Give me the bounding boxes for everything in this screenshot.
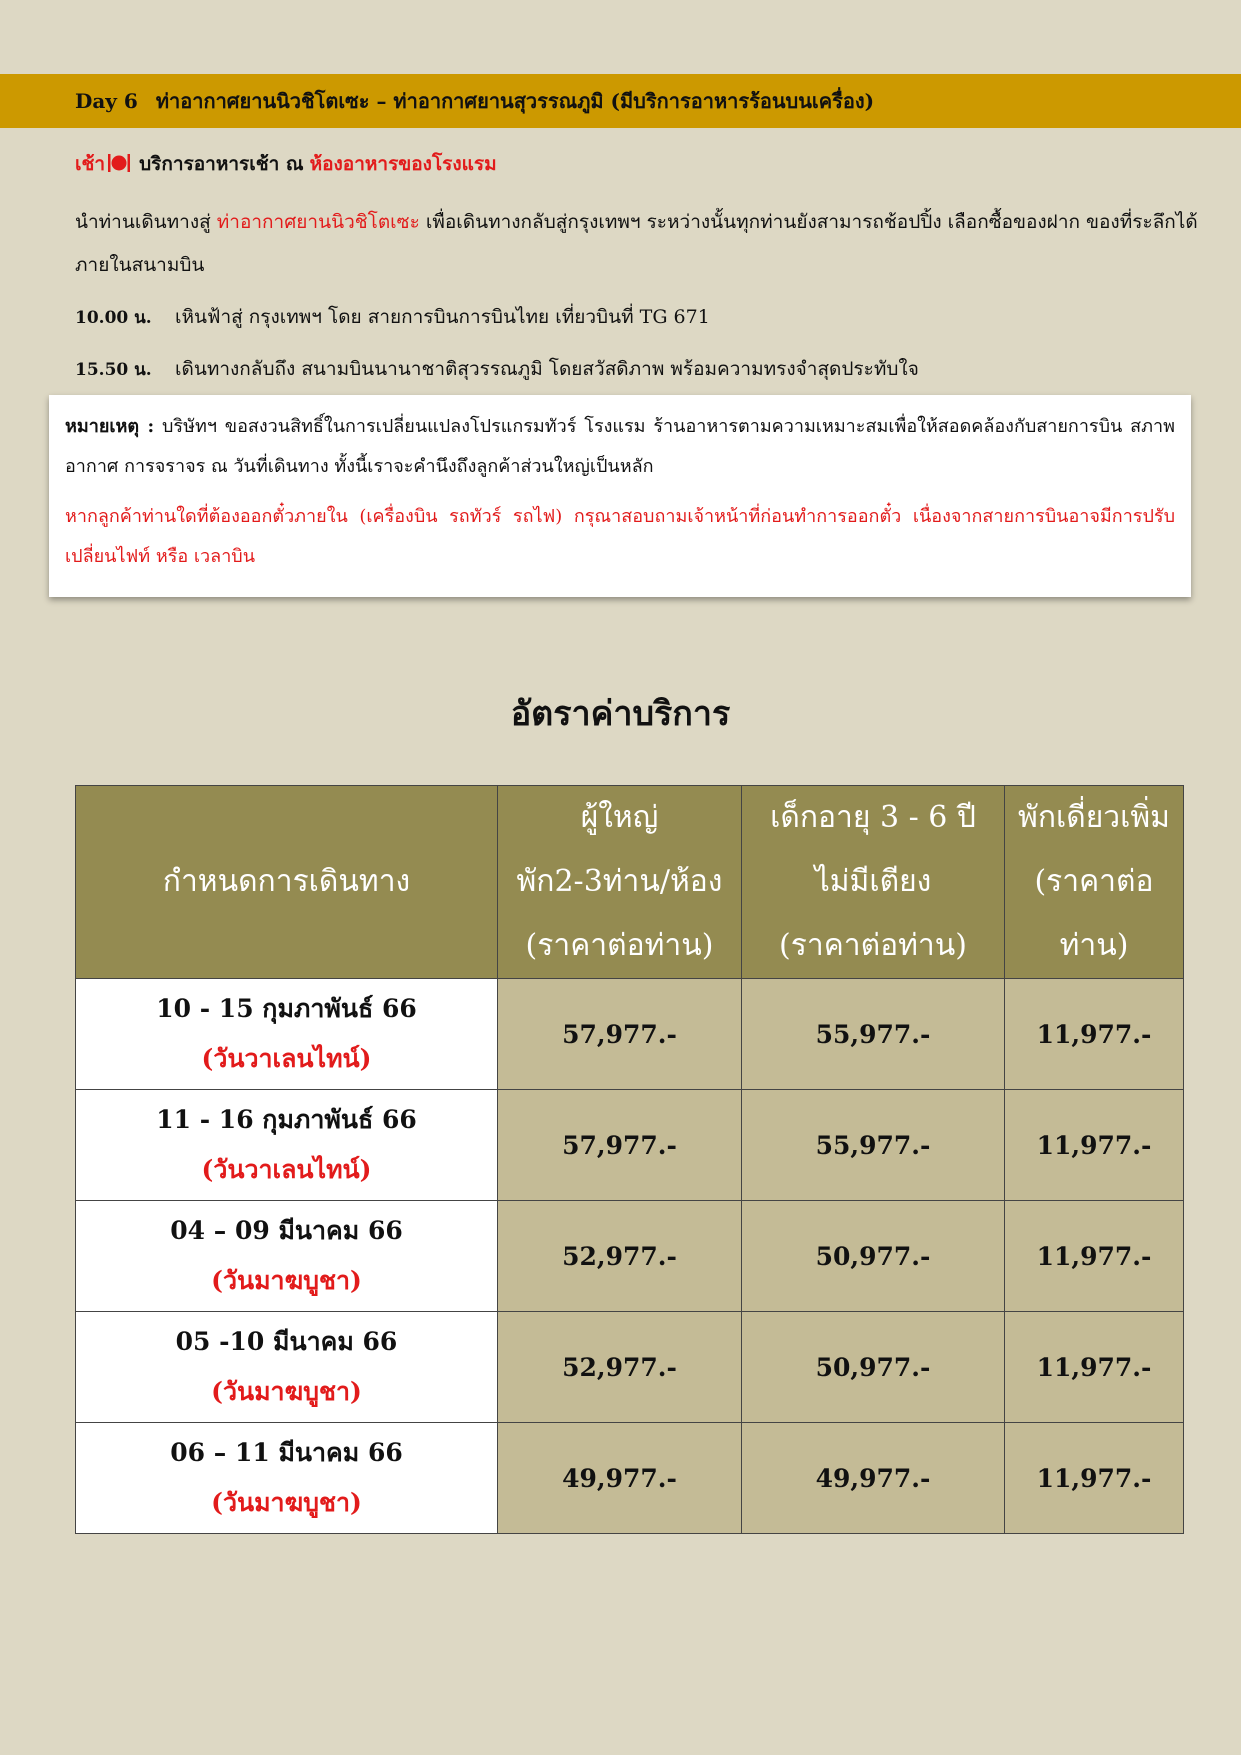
adult-price: 57,977.- bbox=[498, 1090, 742, 1201]
table-row bbox=[76, 1201, 1184, 1312]
breakfast-label: เช้า bbox=[75, 153, 106, 175]
price-table bbox=[75, 785, 1184, 1534]
travel-date-cell bbox=[76, 1312, 498, 1423]
flight-text: เหินฟ้าสู่ กรุงเทพฯ โดย สายการบินการบินไทย เที่ยวบินที่ TG 671 bbox=[175, 306, 710, 328]
travel-date: 05 -10 มีนาคม 66 bbox=[175, 1327, 398, 1356]
header-line: กำหนดการเดินทาง bbox=[162, 864, 411, 899]
header-single-supplement bbox=[1005, 786, 1184, 979]
single-price: 11,977.- bbox=[1005, 1312, 1184, 1423]
travel-date-cell bbox=[76, 1201, 498, 1312]
meal-icon bbox=[107, 152, 131, 174]
travel-date: 10 - 15 กุมภาพันธ์ 66 bbox=[156, 994, 417, 1023]
day-header-bar bbox=[0, 74, 1241, 128]
note-warning: หากลูกค้าท่านใดที่ต้องออกตั๋วภายใน (เครื่องบิน รถทัวร์ รถไฟ) กรุณาสอบถามเจ้าหน้าที่ก่อนทำการออกตั๋ว เนื่องจากสายการบินอาจมีการปรับเปลี่ยนไฟท์ หรือ เวลาบิน bbox=[65, 506, 1175, 567]
single-price: 11,977.- bbox=[1005, 1090, 1184, 1201]
flight-text: เดินทางกลับถึง สนามบินนานาชาติสุวรรณภูมิ โดยสวัสดิภาพ พร้อมความทรงจำสุดประทับใจ bbox=[175, 358, 919, 380]
single-price: 11,977.- bbox=[1005, 1423, 1184, 1534]
header-line: (ราคาต่อท่าน) bbox=[525, 928, 714, 963]
day-title: ท่าอากาศยานนิวชิโตเซะ – ท่าอากาศยานสุวรรณภูมิ (มีบริการอาหารร้อนบนเครื่อง) bbox=[155, 89, 875, 113]
transfer-line-2: ภายในสนามบิน bbox=[75, 254, 205, 276]
holiday-label: (วันมาฆบูชา) bbox=[211, 1488, 362, 1517]
day-label: Day 6 bbox=[75, 89, 138, 113]
note-box bbox=[49, 395, 1191, 597]
table-row bbox=[76, 1423, 1184, 1534]
travel-date-cell bbox=[76, 1423, 498, 1534]
travel-date-cell bbox=[76, 1090, 498, 1201]
child-price: 50,977.- bbox=[742, 1201, 1005, 1312]
transfer-rest: เพื่อเดินทางกลับสู่กรุงเทพฯ ระหว่างนั้นทุกท่านยังสามารถช้อปปิ้ง เลือกซื้อของฝาก ของที่ระลึกได้ bbox=[425, 211, 1198, 233]
transfer-prefix: นำท่านเดินทางสู่ bbox=[75, 211, 211, 233]
breakfast-place: ห้องอาหารของโรงแรม bbox=[309, 153, 497, 175]
price-title: อัตราค่าบริการ bbox=[510, 694, 731, 734]
adult-price: 52,977.- bbox=[498, 1201, 742, 1312]
note-label: หมายเหตุ : bbox=[65, 416, 155, 437]
header-line: เด็กอายุ 3 - 6 ปี bbox=[770, 800, 976, 835]
single-price: 11,977.- bbox=[1005, 979, 1184, 1090]
travel-date: 06 – 11 มีนาคม 66 bbox=[170, 1438, 403, 1467]
breakfast-text: บริการอาหารเช้า ณ bbox=[139, 153, 304, 175]
table-header-row bbox=[76, 786, 1184, 979]
table-row bbox=[76, 979, 1184, 1090]
header-line: ผู้ใหญ่ bbox=[580, 800, 659, 835]
child-price: 55,977.- bbox=[742, 1090, 1005, 1201]
table-row bbox=[76, 1090, 1184, 1201]
adult-price: 57,977.- bbox=[498, 979, 742, 1090]
travel-date: 11 - 16 กุมภาพันธ์ 66 bbox=[156, 1105, 417, 1134]
travel-date: 04 – 09 มีนาคม 66 bbox=[170, 1216, 403, 1245]
adult-price: 49,977.- bbox=[498, 1423, 742, 1534]
flight-line-1 bbox=[75, 302, 710, 332]
child-price: 49,977.- bbox=[742, 1423, 1005, 1534]
holiday-label: (วันมาฆบูชา) bbox=[211, 1377, 362, 1406]
holiday-label: (วันมาฆบูชา) bbox=[211, 1266, 362, 1295]
table-row bbox=[76, 1312, 1184, 1423]
flight-time: 10.00 น. bbox=[75, 308, 152, 328]
adult-price: 52,977.- bbox=[498, 1312, 742, 1423]
flight-line-2 bbox=[75, 354, 919, 384]
flight-time: 15.50 น. bbox=[75, 360, 152, 380]
header-line: (ราคาต่อ bbox=[1034, 864, 1154, 899]
breakfast-line bbox=[75, 149, 497, 179]
travel-date-cell bbox=[76, 979, 498, 1090]
note-paragraph bbox=[65, 407, 1175, 487]
child-price: 55,977.- bbox=[742, 979, 1005, 1090]
holiday-label: (วันวาเลนไทน์) bbox=[201, 1044, 372, 1073]
header-line: พักเดี่ยวเพิ่ม bbox=[1018, 800, 1170, 835]
single-price: 11,977.- bbox=[1005, 1201, 1184, 1312]
transfer-airport: ท่าอากาศยานนิวชิโตเซะ bbox=[216, 211, 420, 233]
child-price: 50,977.- bbox=[742, 1312, 1005, 1423]
holiday-label: (วันวาเลนไทน์) bbox=[201, 1155, 372, 1184]
note-text: บริษัทฯ ขอสงวนสิทธิ์ในการเปลี่ยนแปลงโปรแกรมทัวร์ โรงแรม ร้านอาหารตามความเหมาะสมเพื่อให้สอดคล้องกับสายการบิน สภาพอากาศ การจราจร ณ วันที่เดินทาง ทั้งนี้เราจะคำนึงถึงลูกค้าส่วนใหญ่เป็นหลัก bbox=[65, 416, 1175, 477]
header-adult bbox=[498, 786, 742, 979]
header-travel-dates bbox=[76, 786, 498, 979]
header-line: ท่าน) bbox=[1059, 928, 1129, 963]
header-line: ไม่มีเตียง bbox=[814, 864, 932, 899]
header-line: (ราคาต่อท่าน) bbox=[779, 928, 967, 963]
transfer-line-1 bbox=[75, 207, 1198, 237]
header-line: พัก2-3ท่าน/ห้อง bbox=[516, 864, 723, 899]
header-child bbox=[742, 786, 1005, 979]
